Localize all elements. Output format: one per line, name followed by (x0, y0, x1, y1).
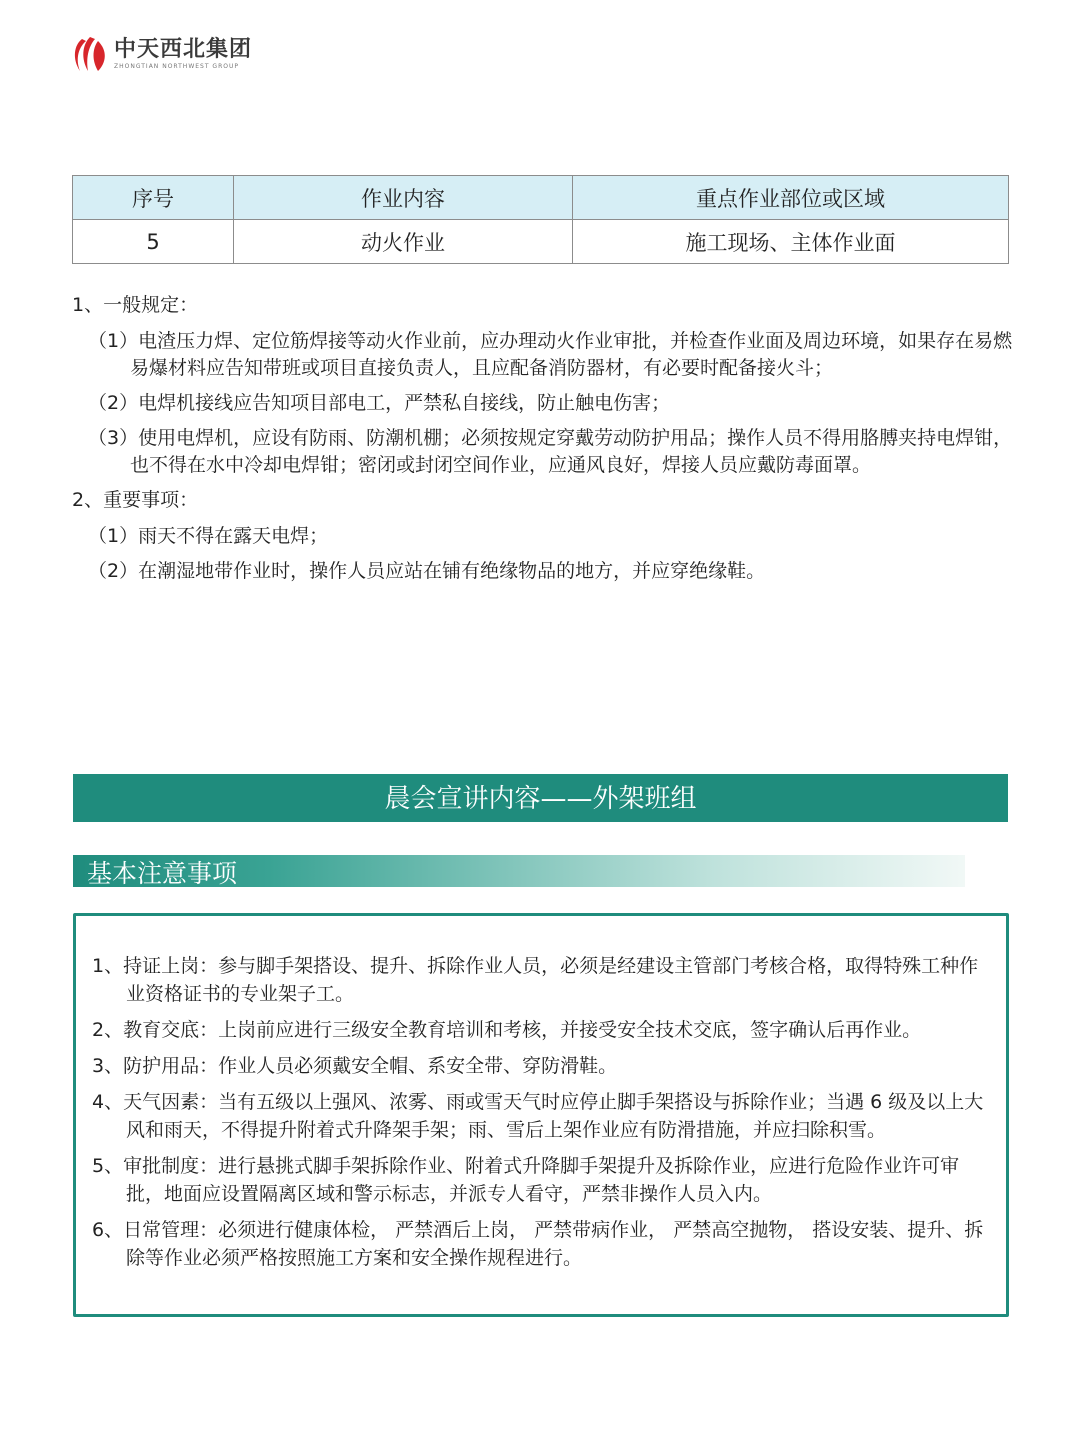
notices-box (73, 913, 1009, 1317)
company-logo (68, 32, 252, 76)
list-item: 1、持证上岗：参与脚手架搭设、提升、拆除作业人员，必须是经建设主管部门考核合格，取得特殊工种作业资格证书的专业架子工。 (92, 955, 979, 1005)
header-cell: 作业内容 (234, 176, 573, 220)
logo-emblem-icon (68, 33, 110, 75)
hot-work-rules (72, 292, 1017, 593)
rule-item: （3）使用电焊机，应设有防雨、防潮机棚；必须按规定穿戴劳动防护用品；操作人员不得用胳膊夹持电焊钳，也不得在水中冷却电焊钳；密闭或封闭空间作业，应通风良好，焊接人员应戴防毒面罩。 (88, 427, 1013, 476)
list-item: 6、日常管理：必须进行健康体检， 严禁酒后上岗， 严禁带病作业， 严禁高空抛物， 搭设安装、提升、拆除等作业必须严格按照施工方案和安全操作规程进行。 (92, 1219, 984, 1269)
important-heading: 2、重要事项： (72, 489, 199, 511)
list-item: 3、防护用品：作业人员必须戴安全帽、系安全带、穿防滑鞋。 (92, 1055, 618, 1077)
header-cell: 序号 (73, 176, 234, 220)
general-rules-heading: 1、一般规定： (72, 294, 199, 316)
header-cell: 重点作业部位或区域 (573, 176, 1009, 220)
table-cell: 动火作业 (234, 220, 573, 264)
list-item: 4、天气因素：当有五级以上强风、浓雾、雨或雪天气时应停止脚手架搭设与拆除作业；当遇 6 级及以上大风和雨天，不得提升附着式升降架手架；雨、雪后上架作业应有防滑措施，并应扫除积雪。 (92, 1091, 984, 1141)
rule-item: （2）电焊机接线应告知项目部电工，严禁私自接线，防止触电伤害； (88, 392, 671, 414)
table-header-row (73, 176, 1009, 220)
rule-item: （1）电渣压力焊、定位筋焊接等动火作业前，应办理动火作业审批，并检查作业面及周边环境，如果存在易燃易爆材料应告知带班或项目直接负责人，且应配备消防器材，有必要时配备接火斗； (88, 330, 1013, 379)
rule-item: （2）在潮湿地带作业时，操作人员应站在铺有绝缘物品的地方，并应穿绝缘鞋。 (88, 560, 766, 582)
subsection-title: 基本注意事项 (87, 859, 238, 888)
table-cell: 5 (73, 220, 234, 264)
table-cell: 施工现场、主体作业面 (573, 220, 1009, 264)
rule-item: （1）雨天不得在露天电焊； (88, 525, 329, 547)
subsection-header (73, 855, 965, 887)
logo-name-en: ZHONGTIAN NORTHWEST GROUP (114, 62, 239, 70)
list-item: 5、审批制度：进行悬挑式脚手架拆除作业、附着式升降脚手架提升及拆除作业，应进行危险作业许可审批，地面应设置隔离区域和警示标志，并派专人看守，严禁非操作人员入内。 (92, 1155, 960, 1205)
section-banner: 晨会宣讲内容——外架班组 (73, 774, 1008, 822)
logo-name-cn: 中天西北集团 (114, 36, 253, 62)
notice-list (92, 952, 992, 1280)
work-info-table (72, 175, 1009, 264)
list-item: 2、教育交底：上岗前应进行三级安全教育培训和考核，并接受安全技术交底，签字确认后再作业。 (92, 1019, 922, 1041)
table-row (73, 220, 1009, 264)
